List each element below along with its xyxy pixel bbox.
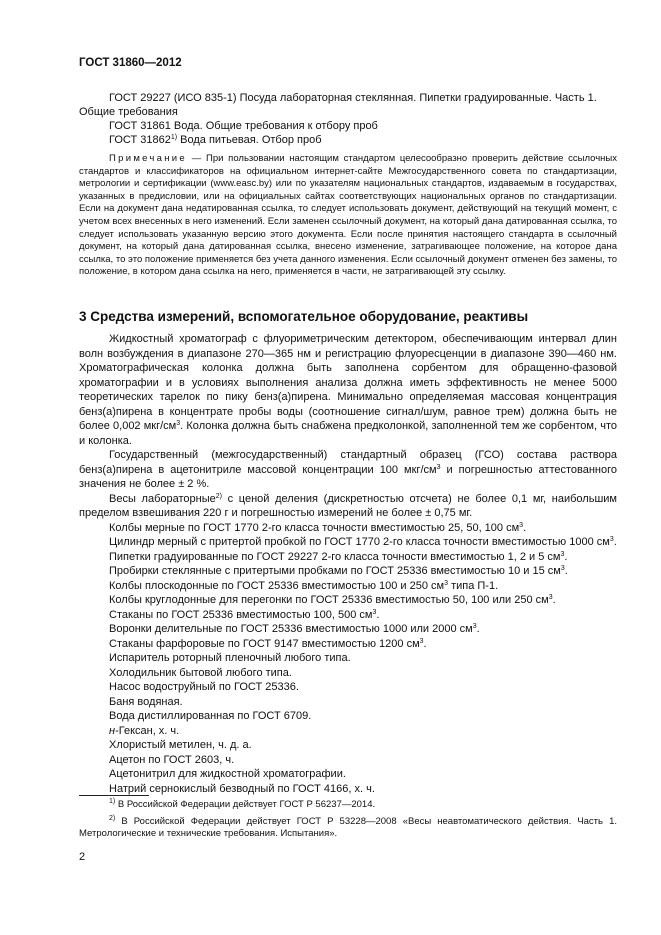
superscript: 3 [560,565,565,572]
footnote-divider [79,795,149,796]
footnote-text: В Российской Федерации действует ГОСТ Р 56237—2014. [115,799,376,810]
list-item [79,724,617,739]
list-item [79,593,617,608]
reference-text: ГОСТ 31862 [109,134,171,146]
list-item-text: Цилиндр мерный с притертой пробкой по ГОСТ 1770 2-го класса точности вместимостью 1000 см [109,536,610,548]
punctuation: . [564,565,568,577]
punctuation: . [564,550,568,563]
list-item: Баня водяная. [109,695,183,708]
footnote-ref: 1) [170,134,178,141]
superscript: 3 [372,608,377,616]
list-item-text: Колбы круглодонные для перегонки по ГОСТ 25336 вместимостью 50, 100 или 250 см [109,594,549,606]
list-item: Вода дистиллированная по ГОСТ 6709. [109,710,312,722]
reference-text: Вода питьевая. Отбор проб [177,134,322,146]
punctuation: . [423,637,427,650]
list-item [79,535,617,550]
list-item [79,550,617,565]
list-item: Ацетонитрил для жидкостной хроматографии. [109,768,346,780]
punctuation: . [376,608,380,621]
paragraph [79,492,617,521]
reference-text: ГОСТ 31861 Вода. Общие требования к отбору проб [109,120,378,132]
list-item-text: Колбы мерные по ГОСТ 1770 2-го класса точности вместимостью 25, 50, 100 см [109,521,520,534]
footnote [79,799,617,812]
superscript: 3 [436,463,441,471]
superscript: 3 [419,637,424,645]
paragraph-text: Государственный (межгосударственный) стандартный образец (ГСО) состава раствора бенз(а)пирена в ацетонитриле массовой концентрации 100 мкг/см [79,449,617,476]
superscript: 3 [444,579,449,587]
list-item [79,564,617,579]
list-item: Испаритель роторный пленочный любого типа. [109,652,351,664]
note-label: Примечание [109,153,187,164]
section-body [79,332,617,796]
list-item-text: Воронки делительные по ГОСТ 25336 вместимостью 1000 или 2000 см [109,623,473,635]
superscript: 3 [548,594,553,601]
list-item-text: Пробирки стеклянные с притертыми пробками по ГОСТ 25336 вместимостью 10 и 15 см [109,565,561,577]
note-block [79,153,617,279]
punctuation: . [613,536,617,548]
list-item-text: типа П-1. [448,579,499,592]
footnote-text: В Российской Федерации действует ГОСТ Р 53228—2008 «Весы неавтоматического действия. Часть 1. Метрологические и технические требования. Испытания». [79,815,617,840]
punctuation: . [476,623,480,635]
footnote-mark: 1) [109,798,116,805]
list-item: Натрий сернокислый безводный по ГОСТ 4166, х. ч. [109,782,375,795]
list-item-text: -Гексан, х. ч. [115,724,180,737]
list-item-text: Стаканы по ГОСТ 25336 вместимостью 100, 500 см [109,608,373,621]
reference-item [79,119,617,133]
paragraph-text: с ценой деления (дискретностью отсчета) не более 0,1 мг, наибольшим пределом взвешивания 220 г и погрешностью измерений не более ± 0,75 мг. [79,492,617,519]
reference-item: ГОСТ 29227 (ИСО 835-1) Посуда лабораторная стеклянная. Пипетки градуированные. Часть 1. Общие требования [79,92,597,118]
paragraph-text: Весы лабораторные [109,492,216,505]
list-item: Ацетон по ГОСТ 2603, ч. [109,753,235,766]
footnotes [79,799,617,845]
section-title: 3 Средства измерений, вспомогательное оборудование, реактивы [79,309,529,324]
paragraph [79,332,617,448]
footnote [79,816,617,841]
list-item: Хлористый метилен, ч. д. а. [109,739,252,751]
page-number: 2 [79,851,86,863]
punctuation: . [523,521,527,534]
superscript: 3 [176,420,181,427]
superscript: 3 [560,550,565,558]
list-item [79,579,617,594]
note-text: — При пользовании настоящим стандартом целесообразно проверить действие ссылочных стандартов и классификаторов на официальном интернет-сайте Межгосударственного совета по стандартизации, метрологии и сертификации (www.easc.by) или по указателям национальных стандартов, издаваемым в государствах, указанных в предисловии, или на официальных сайтах соответствующих национальных органов по стандартизации. Если на документ дана недатированная ссылка, то следует использовать документ, действующий на текущий момент, с учетом всех внесенных в него изменений. Если заменен ссылочный документ, на который дана датированная ссылка, то следует использовать указанную версию этого документа. Если после принятия настоящего стандарта в ссылочный документ, на который дана датированная ссылка, внесено изменение, затрагивающее положение, на которое дана ссылка, то это положение применяется без учета данного изменения. Если ссылочный документ отменен без замены, то положение, в котором дана ссылка на него, применяется в части, не затрагивающей эту ссылку. [79,153,617,278]
superscript: 3 [472,623,477,630]
footnote-mark: 2) [109,814,116,822]
paragraph [79,448,617,492]
punctuation: . [552,594,556,606]
list-item-text: Пипетки градуированные по ГОСТ 29227 2-го класса точности вместимостью 1, 2 и 5 см [109,550,561,563]
list-item [79,637,617,652]
list-item [79,622,617,637]
list-item: Насос водоструйный по ГОСТ 25336. [109,681,299,693]
footnote-ref: 2) [215,492,222,500]
list-item [79,521,617,536]
normative-references [79,91,617,147]
superscript: 3 [609,536,614,543]
list-item [79,608,617,623]
superscript: 3 [519,521,524,529]
reference-item [79,133,617,147]
paragraph-text: и погрешностью аттестованного значения не более ± 2 %. [79,463,617,490]
italic-prefix: н [109,724,116,737]
paragraph-text: . Колонка должна быть снабжена предколонкой, заполненной тем же сорбентом, что и колонка. [79,420,617,447]
list-item-text: Колбы плоскодонные по ГОСТ 25336 вместимостью 100 и 250 см [109,579,445,592]
list-item-text: Стаканы фарфоровые по ГОСТ 9147 вместимостью 1200 см [109,637,420,650]
doc-header: ГОСТ 31860—2012 [79,57,182,69]
paragraph-text: Жидкостный хроматограф с флуориметрическим детектором, обеспечивающим интервал длин волн возбуждения в диапазоне 270—365 нм и регистрацию флуоресценции в диапазоне 390—460 нм. Хроматографическая колонка должна быть заполнена сорбентом для обращенно-фазовой хроматографии и в условиях выполнения анализа должна иметь эффективность не менее 5000 теоретических тарелок по пику бенз(а)пирена. Минимально определяемая массовая концентрация бенз(а)пирена в концентрате пробы воды (соотношение сигнал/шум, равное трем) должна быть не более 0,002 мкг/см [79,333,617,432]
list-item: Холодильник бытовой любого типа. [109,666,292,679]
